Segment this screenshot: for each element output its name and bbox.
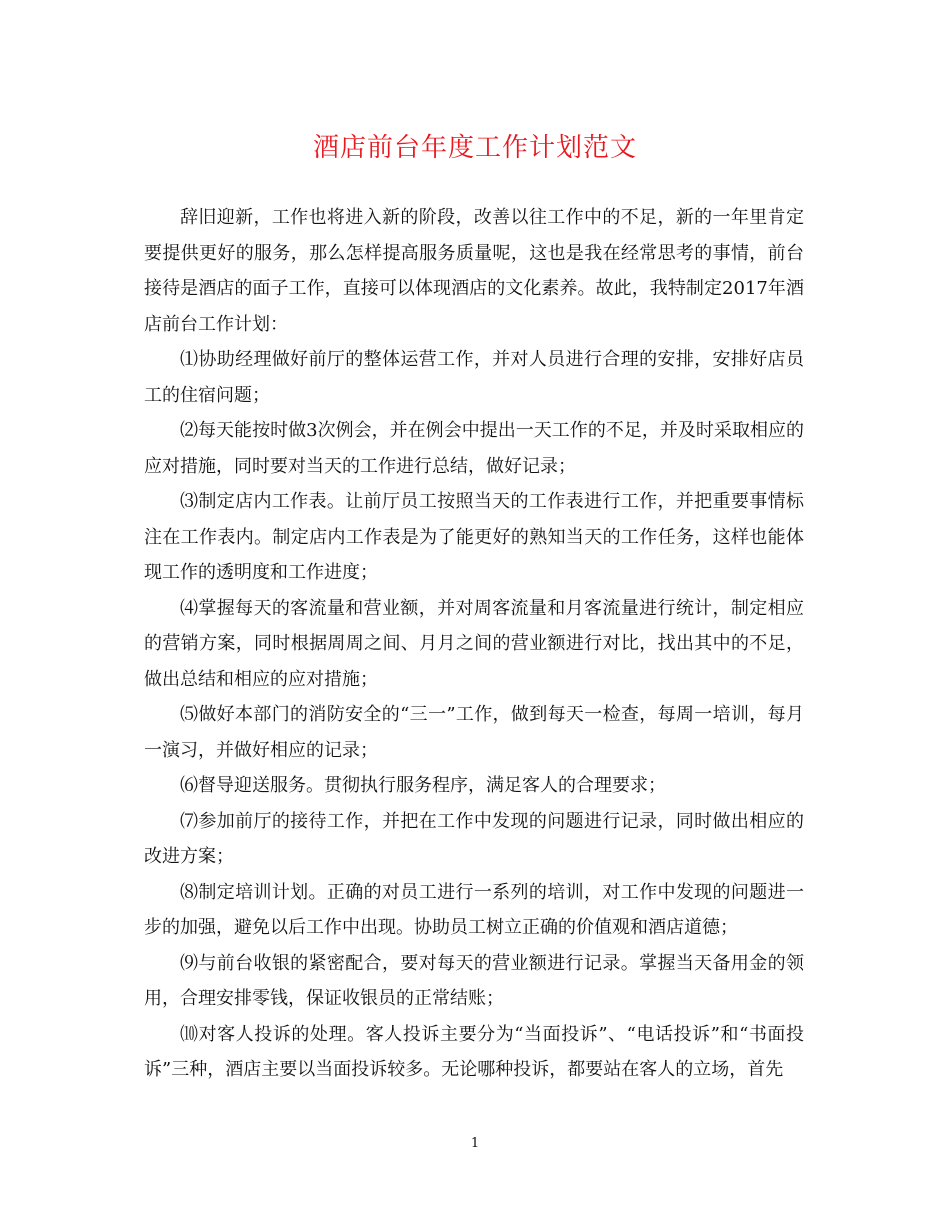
list-item-1: ⑴协助经理做好前厅的整体运营工作，并对人员进行合理的安排，安排好店员工的住宿问题； bbox=[144, 349, 804, 406]
list-item-5: ⑸做好本部门的消防安全的“三一”工作，做到每天一检查，每周一培训，每月一演习，并做好相应的记录； bbox=[144, 704, 804, 761]
list-item-3: ⑶制定店内工作表。让前厅员工按照当天的工作表进行工作，并把重要事情标注在工作表内。制定店内工作表是为了能更好的熟知当天的工作任务，这样也能体现工作的透明度和工作进度； bbox=[144, 491, 804, 583]
page-number: 1 bbox=[470, 1136, 480, 1151]
document-body bbox=[144, 200, 804, 1088]
document-title: 酒店前台年度工作计划范文 bbox=[312, 133, 637, 163]
list-item-10: ⑽对客人投诉的处理。客人投诉主要分为“当面投诉”、“电话投诉”和“书面投诉”三种，酒店主要以当面投诉较多。无论哪种投诉，都要站在客人的立场，首先 bbox=[144, 1023, 804, 1080]
list-item-8: ⑻制定培训计划。正确的对员工进行一系列的培训，对工作中发现的问题进一步的加强，避免以后工作中出现。协助员工树立正确的价值观和酒店道德； bbox=[144, 881, 804, 938]
list-item-4: ⑷掌握每天的客流量和营业额，并对周客流量和月客流量进行统计，制定相应的营销方案，同时根据周周之间、月月之间的营业额进行对比，找出其中的不足，做出总结和相应的应对措施； bbox=[144, 597, 804, 690]
list-item-7: ⑺参加前厅的接待工作，并把在工作中发现的问题进行记录，同时做出相应的改进方案； bbox=[144, 810, 804, 867]
list-item-2: ⑵每天能按时做3次例会，并在例会中提出一天工作的不足，并及时采取相应的应对措施，同时要对当天的工作进行总结，做好记录； bbox=[144, 420, 804, 477]
list-item-9: ⑼与前台收银的紧密配合，要对每天的营业额进行记录。掌握当天备用金的领用，合理安排零钱，保证收银员的正常结账； bbox=[144, 952, 804, 1009]
list-item-6: ⑹督导迎送服务。贯彻执行服务程序，满足客人的合理要求； bbox=[180, 775, 666, 796]
paragraph-intro: 辞旧迎新，工作也将进入新的阶段，改善以往工作中的不足，新的一年里肯定要提供更好的服务，那么怎样提高服务质量呢，这也是我在经常思考的事情，前台接待是酒店的面子工作，直接可以体现酒店的文化素养。故此，我特制定2017年酒店前台工作计划： bbox=[144, 207, 804, 335]
